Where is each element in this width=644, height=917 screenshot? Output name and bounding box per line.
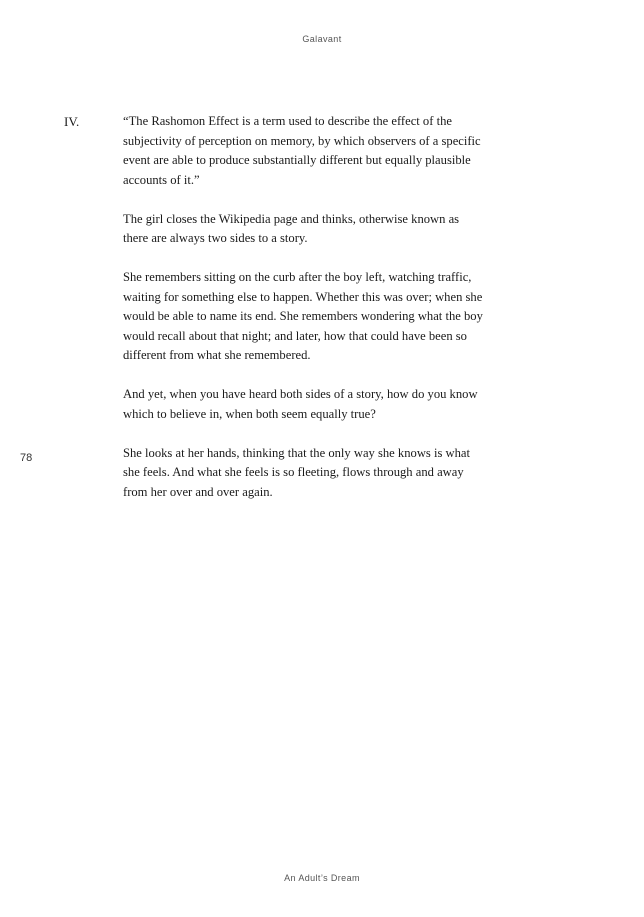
- running-footer: An Adult’s Dream: [284, 873, 360, 883]
- paragraph: And yet, when you have heard both sides of a story, how do you know which to believe in, when both seem equally true?: [123, 387, 478, 421]
- section-numeral: IV.: [64, 114, 80, 129]
- paragraph: She looks at her hands, thinking that the only way she knows is what she feels. And what she feels is so fleeting, flows through and away from her over and over again.: [123, 445, 470, 499]
- page-number: 78: [20, 452, 33, 464]
- running-header: Galavant: [302, 34, 342, 44]
- body-text: [123, 112, 483, 502]
- paragraph: She remembers sitting on the curb after the boy left, watching traffic, waiting for something else to happen. Whether this was over; when she would be able to name its end. She remembers wondering what the boy would recall about that night; and later, how that could have been so different from what she remembered.: [123, 270, 483, 362]
- paragraph: The girl closes the Wikipedia page and thinks, otherwise known as there are always two sides to a story.: [123, 211, 460, 245]
- paragraph-quote: “The Rashomon Effect is a term used to describe the effect of the subjectivity of perception on memory, by which observers of a specific event are able to produce substantially different but equally plausible accounts of it.”: [123, 114, 481, 187]
